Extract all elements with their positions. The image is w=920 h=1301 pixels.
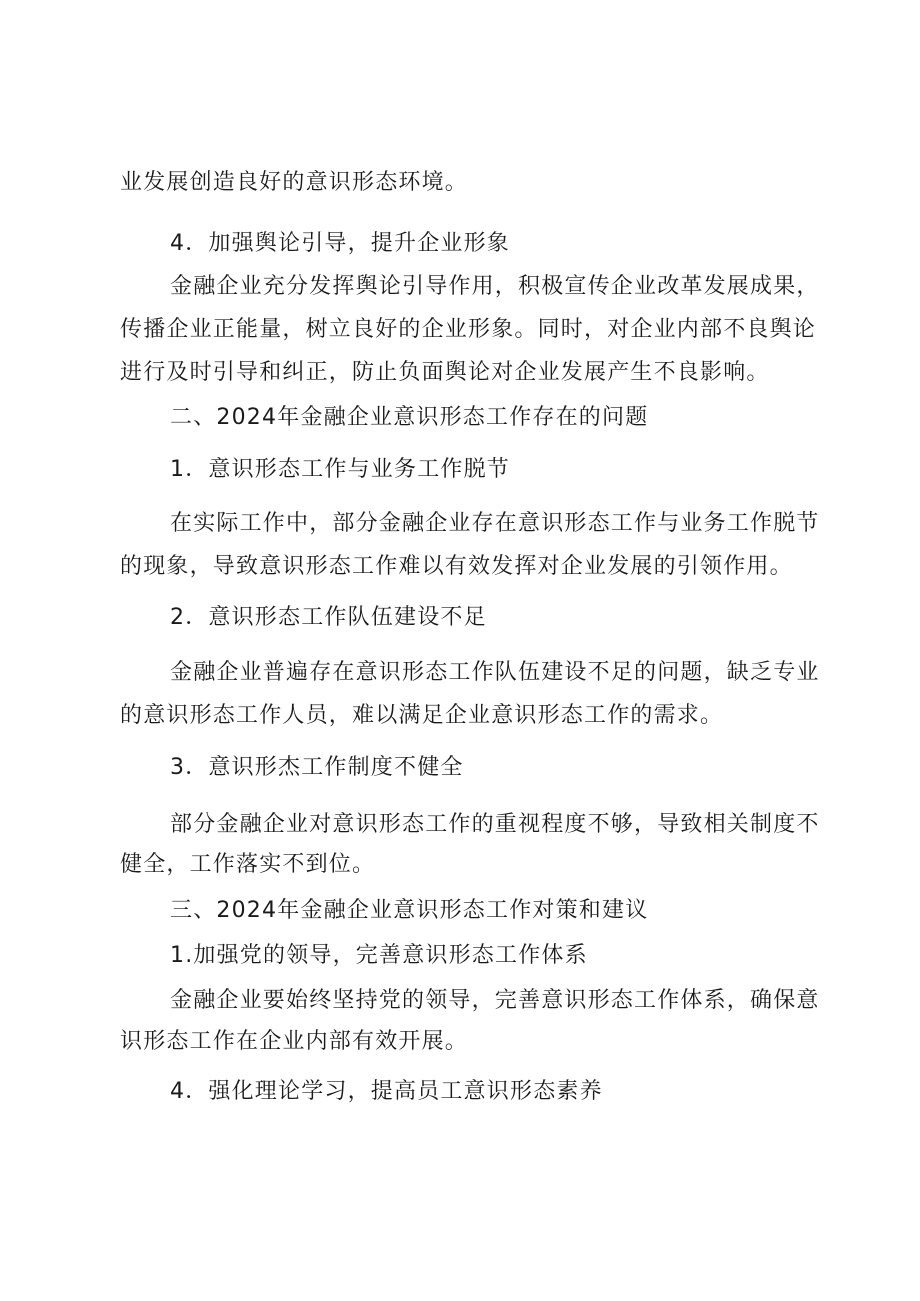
paragraph-line: 的现象，导致意识形态工作难以有效发挥对企业发展的引领作用。 — [120, 554, 793, 579]
chapter-heading: 三、2024年金融企业意识形态工作对策和建议 — [170, 898, 649, 923]
paragraph-line: 金融企业要始终坚持党的领导，完善意识形态工作体系，确保意 — [170, 988, 820, 1013]
paragraph-line: 的意识形态工作人员，难以满足企业意识形态工作的需求。 — [120, 703, 724, 728]
section-heading: 1.加强党的领导，完善意识形态工作体系 — [170, 943, 588, 968]
paragraph-line: 健全，工作落实不到位。 — [120, 852, 376, 877]
section-heading: 1．意识形态工作与业务工作脱节 — [170, 457, 510, 482]
paragraph-line: 部分金融企业对意识形态工作的重视程度不够，导致相关制度不 — [170, 812, 820, 837]
section-heading: 4．强化理论学习，提高员工意识形态素养 — [170, 1079, 603, 1104]
section-heading: 4．加强舆论引导，提升企业形象 — [170, 231, 510, 256]
paragraph-line: 金融企业充分发挥舆论引导作用，积极宣传企业改革发展成果， — [170, 274, 820, 299]
section-heading: 2．意识形态工作队伍建设不足 — [170, 605, 487, 630]
paragraph-line: 传播企业正能量，树立良好的企业形象。同时，对企业内部不良舆论 — [120, 317, 817, 342]
paragraph-line: 在实际工作中，部分金融企业存在意识形态工作与业务工作脱节 — [170, 511, 820, 536]
section-heading: 3．意识形杰工作制度不健全 — [170, 755, 464, 780]
paragraph-line: 业发展创造良好的意识形态环境。 — [120, 170, 469, 195]
chapter-heading: 二、2024年金融企业意识形态工作存在的问题 — [170, 405, 649, 430]
paragraph-line: 识形态工作在企业内部有效开展。 — [120, 1029, 469, 1054]
paragraph-line: 金融企业普遍存在意识形态工作队伍建设不足的问题，缺乏专业 — [170, 660, 820, 685]
paragraph-line: 进行及时引导和纠正，防止负面舆论对企业发展产生不良影响。 — [120, 360, 770, 385]
